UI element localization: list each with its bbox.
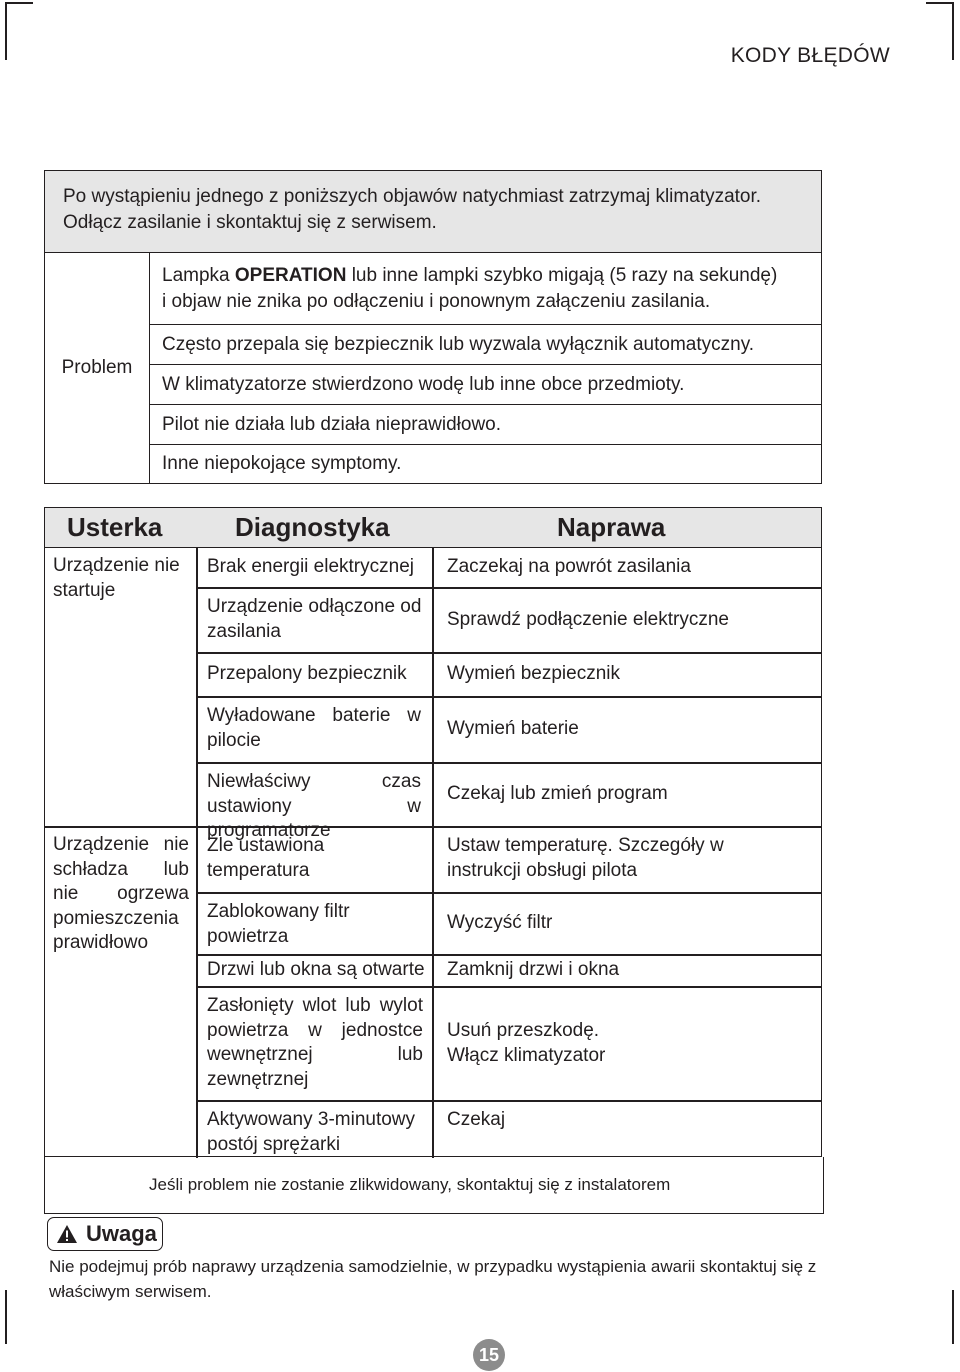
naprawa-cell [433, 548, 821, 587]
naprawa-text: Ustaw temperaturę. Szczegóły w instrukcji obsługi pilota [447, 835, 724, 881]
diagnostyka-text: Wyładowane baterie w pilocie [207, 705, 421, 751]
problem-text: i objaw nie znika po odłączeniu i ponownym załączeniu zasilania. [162, 290, 711, 312]
intro-line-1: Po wystąpieniu jednego z poniższych objawów natychmiast zatrzymaj klimatyzator. [63, 186, 762, 207]
diagnostyka-cell [197, 763, 433, 841]
header-diagnostyka: Diagnostyka [197, 508, 433, 548]
crop-mark-bottom-left [5, 1290, 7, 1344]
problem-text: Lampka [162, 264, 235, 286]
crop-mark-top-left-h [5, 2, 33, 4]
problem-text: Pilot nie działa lub działa nieprawidłowo. [162, 413, 502, 435]
problem-row [149, 253, 821, 325]
diagnostyka-text: Urządzenie odłączone od zasilania [207, 596, 422, 642]
installer-note: Jeśli problem nie zostanie zlikwidowany, skontaktuj się z instalatorem [44, 1157, 824, 1214]
warning-badge [47, 1217, 163, 1251]
diagnostyka-cell [197, 955, 433, 986]
diagnostyka-text: Źle ustawiona temperatura [207, 835, 325, 881]
diagnostyka-text: Drzwi lub okna są otwarte [207, 959, 425, 981]
crop-mark-bottom-right [952, 1290, 954, 1344]
naprawa-text: Zaczekaj na powrót zasilania [447, 556, 691, 578]
problem-row [149, 325, 821, 365]
diagnostyka-cell [197, 987, 433, 1100]
crop-mark-top-right [952, 2, 954, 60]
crop-mark-top-left [5, 2, 7, 60]
header-usterka: Usterka [45, 508, 197, 548]
problem-box [44, 170, 822, 484]
problem-row [149, 445, 821, 483]
naprawa-text: Czekaj lub zmień program [447, 783, 668, 805]
diagnostyka-text: Zablokowany filtr powietrza [207, 901, 350, 947]
warning-text: Nie podejmuj prób naprawy urządzenia samodzielnie, w przypadku wystąpienia awarii skontaktuj się z właściwym serwisem. [49, 1257, 817, 1301]
usterka-cell: Urządzenie nie startuje [53, 555, 180, 601]
diagnostyka-cell [197, 588, 433, 652]
problem-row [149, 405, 821, 445]
naprawa-cell [433, 763, 821, 826]
diagnostyka-cell [197, 893, 433, 954]
page-title: KODY BŁĘDÓW [730, 44, 890, 67]
naprawa-text: Wymień bezpiecznik [447, 663, 621, 685]
naprawa-text: Wymień baterie [447, 718, 579, 740]
naprawa-cell [433, 697, 821, 762]
usterka-cell: Urządzenie nie schładza lub nie ogrzewa pomieszczenia prawidłowo [53, 834, 189, 953]
naprawa-cell [433, 588, 821, 652]
diagnostyka-text: Zasłonięty wlot lub wylot powietrza w jednostce wewnętrznej lub zewnętrznej [207, 995, 423, 1090]
problem-operation-label: OPERATION [234, 264, 347, 286]
diagnostyka-cell [197, 827, 433, 892]
naprawa-text: Zamknij drzwi i okna [447, 959, 620, 981]
naprawa-cell [433, 827, 821, 892]
problem-label: Problem [45, 253, 150, 483]
problem-box-intro [45, 171, 821, 253]
problem-text: Inne niepokojące symptomy. [162, 453, 402, 474]
intro-line-2: Odłącz zasilanie i skontaktuj się z serwisem. [63, 212, 437, 233]
naprawa-cell [433, 955, 821, 986]
problem-row [149, 365, 821, 405]
naprawa-text: Czekaj [447, 1109, 506, 1130]
naprawa-cell [433, 1101, 821, 1158]
header-naprawa: Naprawa [433, 508, 821, 548]
diagnostyka-text: Aktywowany 3-minutowy postój sprężarki [207, 1109, 416, 1155]
problem-text: lub inne lampki szybko migają (5 razy na sekundę) [346, 264, 778, 286]
warning-label: Uwaga [86, 1221, 157, 1246]
crop-mark-top-right-h [926, 2, 954, 4]
warning-triangle-icon [56, 1224, 78, 1244]
page-number: 15 [473, 1339, 505, 1371]
diagnostyka-text: Brak energii elektrycznej [207, 556, 414, 578]
diagnostyka-cell [197, 653, 433, 696]
diagnostyka-text: Przepalony bezpiecznik [207, 663, 407, 685]
problem-text: W klimatyzatorze stwierdzono wodę lub inne obce przedmioty. [162, 373, 685, 395]
diagnostyka-cell [197, 1101, 433, 1158]
fault-table [44, 507, 822, 1157]
naprawa-text: Sprawdź podłączenie elektryczne [447, 608, 729, 630]
naprawa-cell [433, 987, 821, 1100]
naprawa-cell [433, 893, 821, 954]
naprawa-text: Wyczyść filtr [447, 912, 553, 934]
diagnostyka-cell [197, 548, 433, 587]
diagnostyka-text: Niewłaściwy czas ustawiony w programatorze [207, 771, 421, 841]
problem-text: Często przepala się bezpiecznik lub wyzwala wyłącznik automatyczny. [162, 333, 755, 355]
diagnostyka-cell [197, 697, 433, 762]
naprawa-text: Usuń przeszkodę. Włącz klimatyzator [447, 1020, 606, 1066]
naprawa-cell [433, 653, 821, 696]
